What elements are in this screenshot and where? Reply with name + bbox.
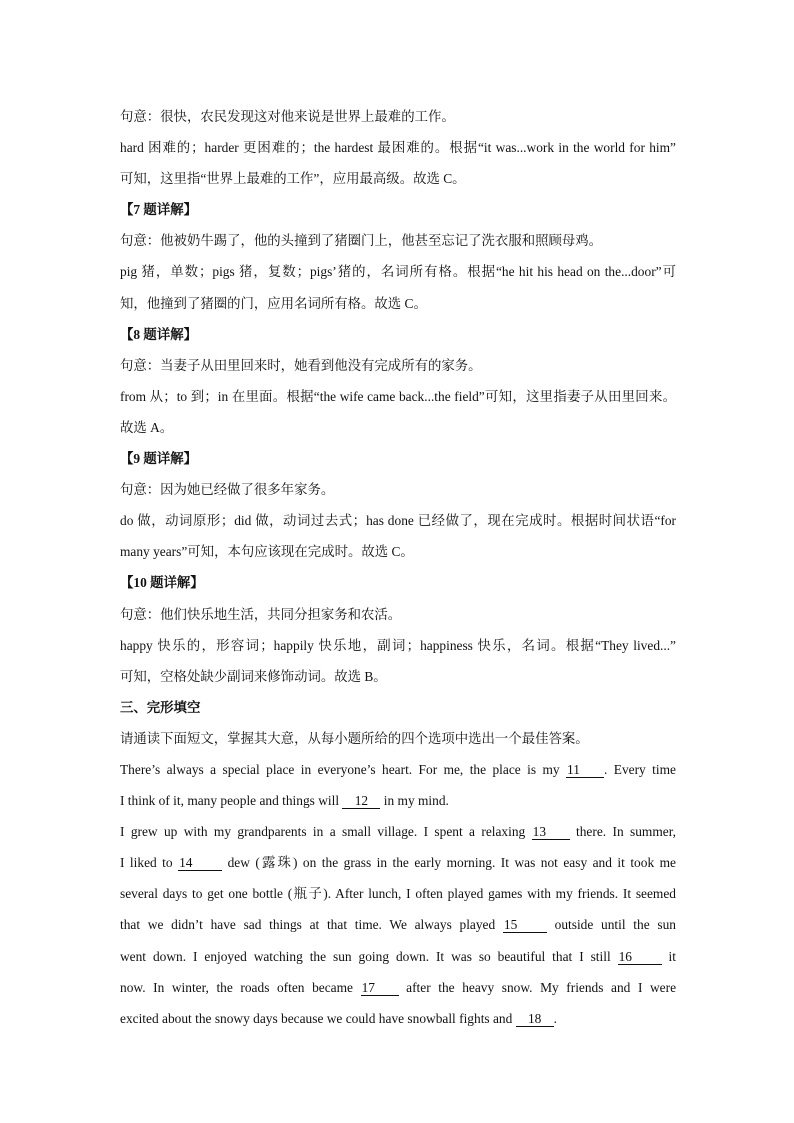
q7-analysis-line-2: 知，他撞到了猪圈的门，应用名词所有格。故选 C。: [120, 295, 427, 311]
blank-12: 12: [342, 794, 380, 809]
q10-analysis-line-1: happy 快乐的，形容词；happily 快乐地，副词；happiness 快乐，名词。根据“They lived...”: [120, 637, 676, 653]
passage-text: I liked to: [120, 855, 173, 871]
passage-text: now. In winter, the roads often became: [120, 979, 353, 995]
q8-heading: 【8 题详解】: [120, 326, 197, 342]
page-content: [120, 101, 676, 1034]
passage-text: .: [553, 1010, 558, 1026]
passage-line: [120, 1003, 676, 1034]
q9-meaning: 句意：因为她已经做了很多年家务。: [120, 482, 335, 498]
q6-meaning: 句意：很快，农民发现这对他来说是世界上最难的工作。: [120, 109, 455, 124]
passage-text: excited about the snowy days because we could have snowball fights and: [120, 1010, 513, 1026]
blank-13: 13: [532, 825, 570, 840]
passage-text: it: [668, 948, 676, 964]
passage-line: [120, 972, 676, 1003]
q7-meaning: 句意：他被奶牛踢了，他的头撞到了猪圈门上，他甚至忘记了洗衣服和照顾母鸡。: [120, 233, 603, 249]
q6-analysis-line-1: hard 困难的；harder 更困难的；the hardest 最困难的。根据“it was...work in the world for him”: [120, 140, 676, 156]
q7-analysis-line-1: pig 猪，单数；pigs 猪，复数；pigs’猪的，名词所有格。根据“he hit his head on the...door”可: [120, 264, 676, 280]
passage-text: there. In summer,: [576, 824, 676, 840]
blank-18: 18: [516, 1012, 554, 1027]
q10-meaning: 句意：他们快乐地生活，共同分担家务和农活。: [120, 606, 402, 622]
blank-14: 14: [178, 856, 222, 871]
blank-15: 15: [503, 918, 547, 933]
passage-text: went down. I enjoyed watching the sun going down. It was so beautiful that I still: [120, 948, 611, 964]
passage-line: several days to get one bottle (瓶子). After lunch, I often played games with my friends. It seemed: [120, 886, 676, 902]
passage-text: . Every time: [604, 761, 676, 777]
section-title: 三、完形填空: [120, 699, 201, 715]
section-instruction: 请通读下面短文，掌握其大意，从每小题所给的四个选项中选出一个最佳答案。: [120, 730, 589, 746]
passage-text: that we didn’t have sad things at that time. We always played: [120, 917, 496, 933]
passage-text: outside until the sun: [554, 917, 676, 933]
blank-17: 17: [361, 981, 399, 996]
passage-line: [120, 816, 676, 847]
passage-line: [120, 941, 676, 972]
q9-analysis-line-2: many years”可知，本句应该现在完成时。故选 C。: [120, 544, 414, 560]
q6-analysis-line-2: 可知，这里指“世界上最难的工作”，应用最高级。故选 C。: [120, 171, 466, 187]
q9-heading: 【9 题详解】: [120, 451, 197, 467]
q10-heading: 【10 题详解】: [120, 575, 204, 591]
q7-heading: 【7 题详解】: [120, 202, 197, 218]
blank-16: 16: [618, 950, 662, 965]
passage-line: [120, 847, 676, 878]
q9-analysis-line-1: do 做，动词原形；did 做，动词过去式；has done 已经做了，现在完成时。根据时间状语“for: [120, 513, 676, 529]
passage-text: I grew up with my grandparents in a small village. I spent a relaxing: [120, 824, 526, 840]
q8-analysis-line-1: from 从；to 到；in 在里面。根据“the wife came back...the field”可知，这里指妻子从田里回来。: [120, 388, 676, 404]
q8-meaning: 句意：当妻子从田里回来时，她看到他没有完成所有的家务。: [120, 357, 482, 373]
passage-line: [120, 909, 676, 940]
q10-analysis-line-2: 可知，空格处缺少副词来修饰动词。故选 B。: [120, 668, 387, 684]
passage-text: There’s always a special place in everyone’s heart. For me, the place is my: [120, 761, 560, 777]
passage-text: I think of it, many people and things will: [120, 793, 340, 809]
passage-line: [120, 754, 676, 785]
q8-analysis-line-2: 故选 A。: [120, 419, 174, 435]
passage-text: in my mind.: [383, 793, 449, 809]
blank-11: 11: [566, 763, 604, 778]
passage-line: [120, 785, 676, 816]
passage-text: after the heavy snow. My friends and I were: [406, 979, 677, 995]
passage-text: dew (露珠) on the grass in the early morning. It was not easy and it took me: [227, 855, 676, 871]
